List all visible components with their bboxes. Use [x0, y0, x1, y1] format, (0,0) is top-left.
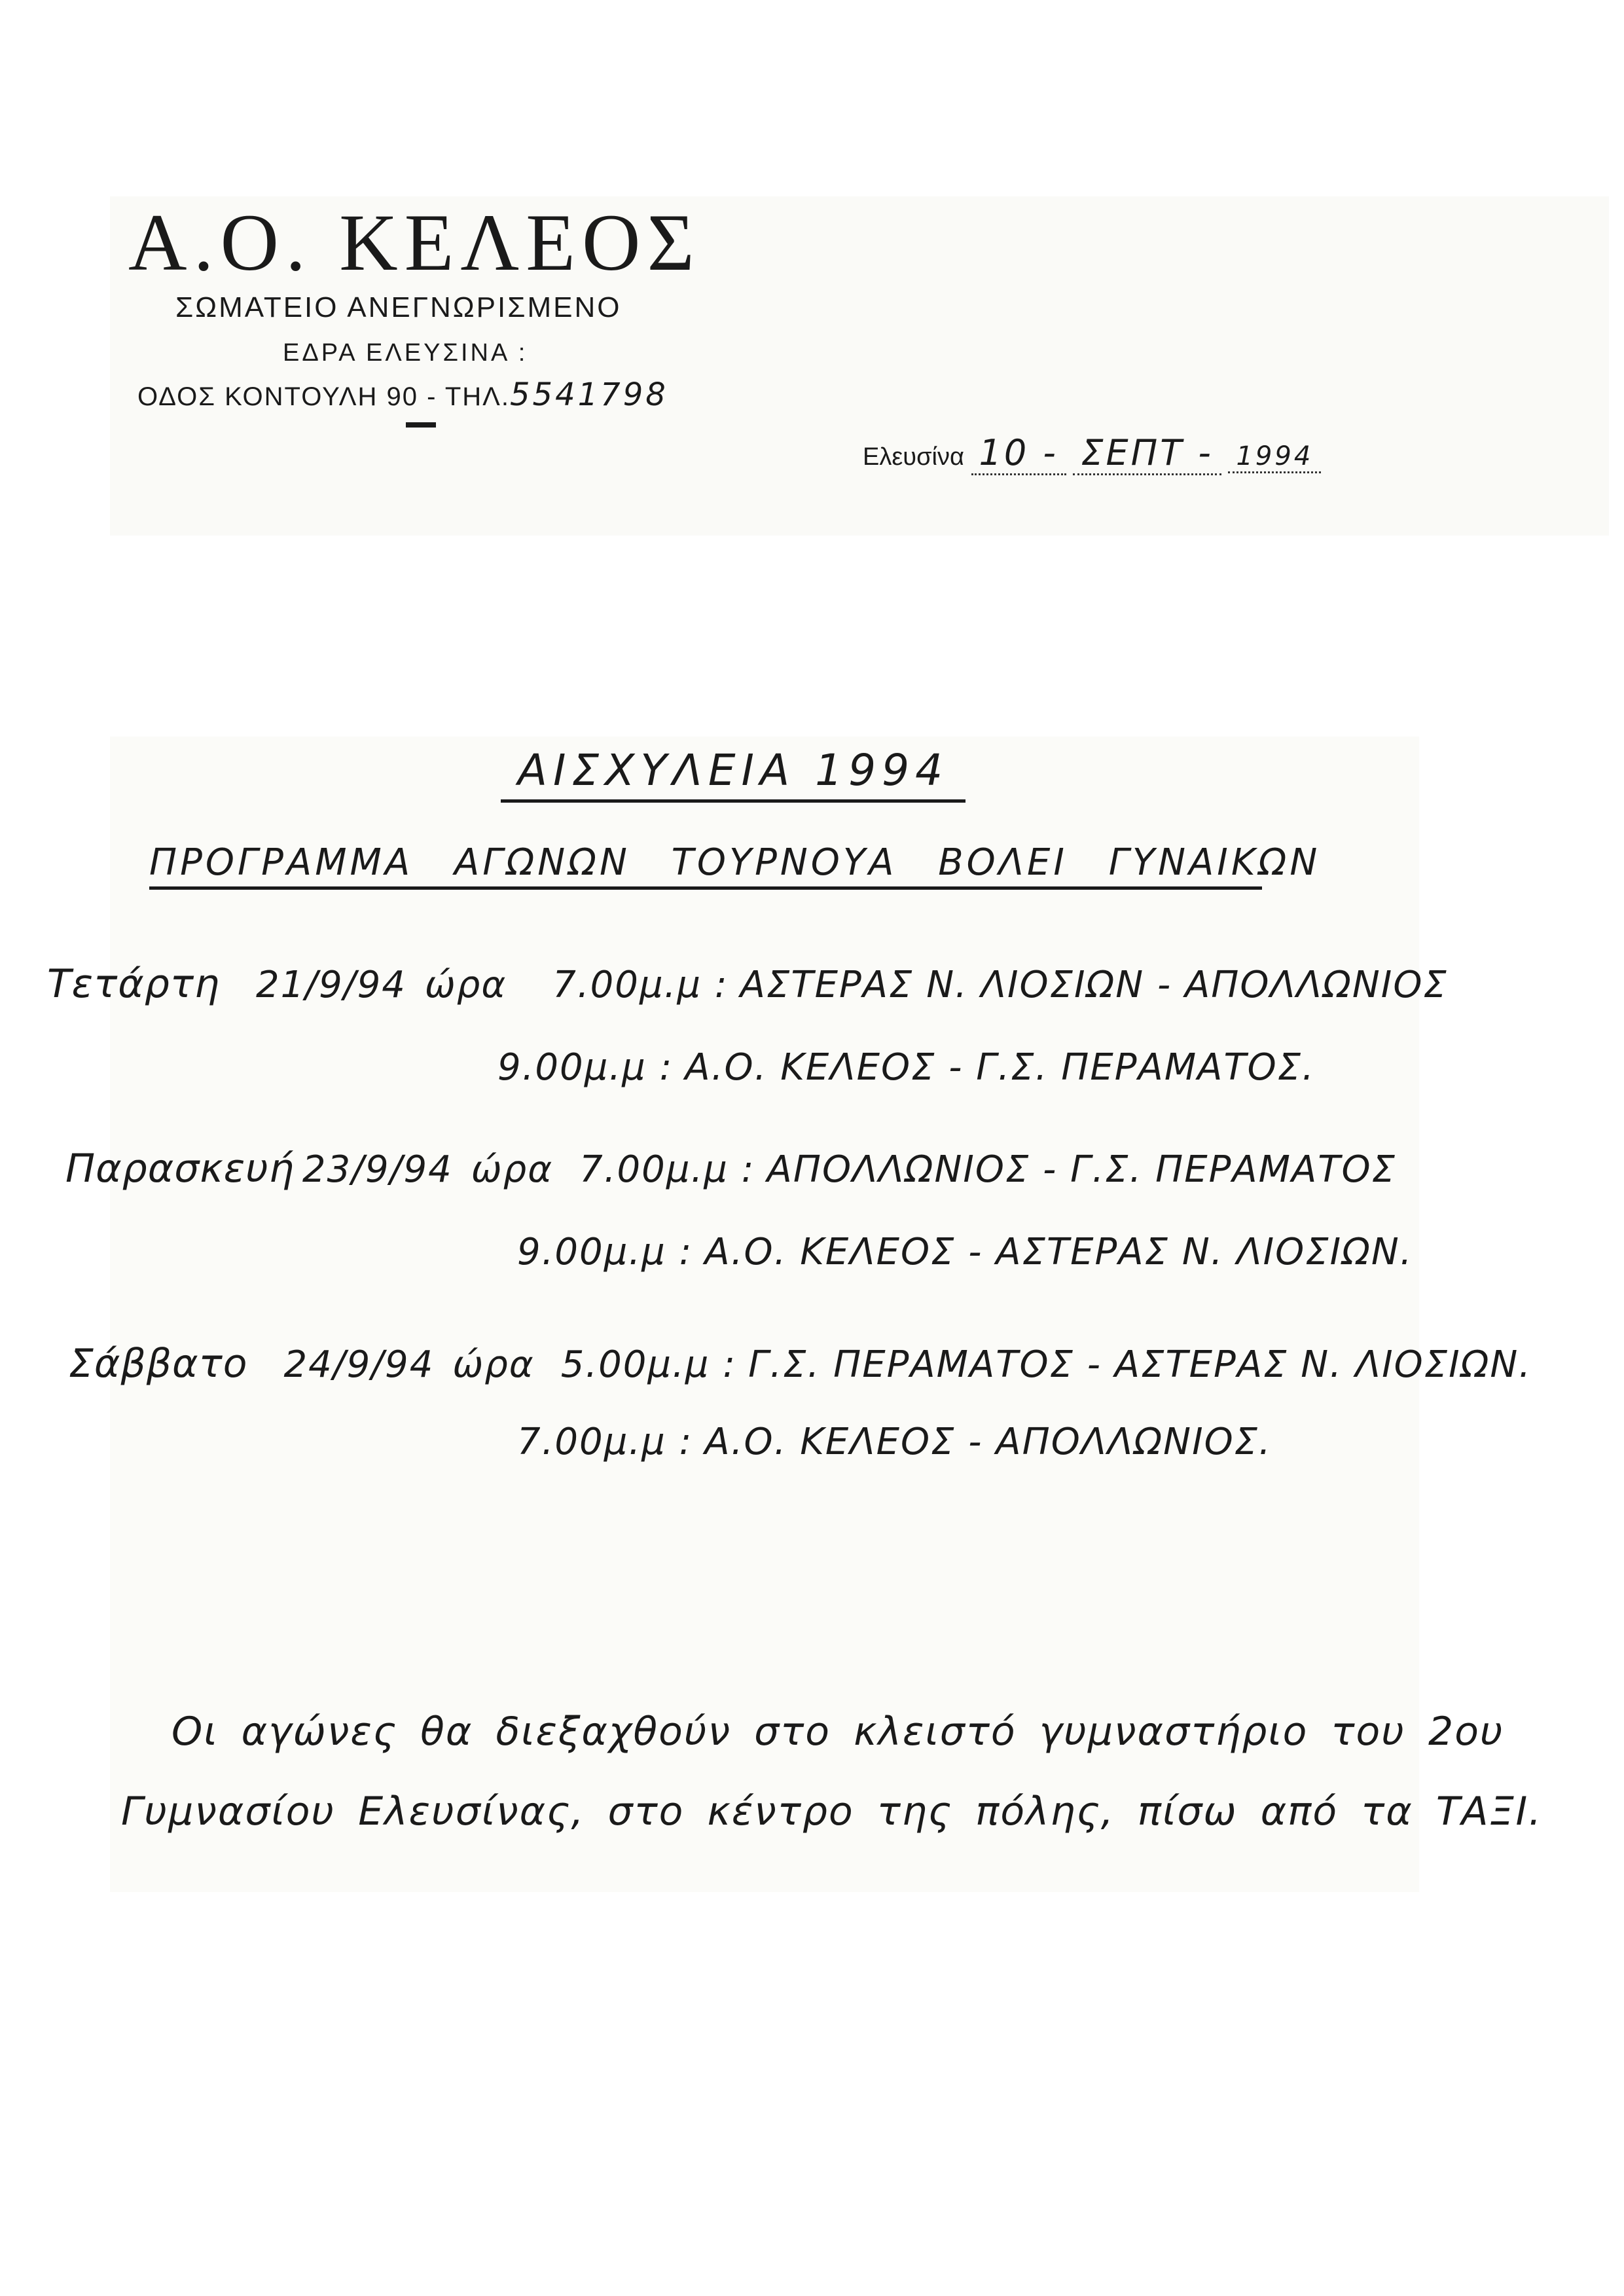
match-teams: Α.Ο. ΚΕΛΕΟΣ - Γ.Σ. ΠΕΡΑΜΑΤΟΣ.: [685, 1046, 1315, 1089]
schedule-match-row: [517, 1231, 1413, 1273]
match-time: 9.00μ.μ :: [497, 1046, 674, 1089]
day-name: Τετάρτη: [47, 961, 220, 1007]
letterhead-dash: [406, 422, 436, 428]
match-time: 7.00μ.μ :: [579, 1148, 755, 1191]
document-title: ΑΙΣΧΥΛΕΙΑ 1994: [501, 745, 965, 803]
hour-label: ώρα: [452, 1343, 535, 1386]
address-text: ΟΔΟΣ ΚΟΝΤΟΥΛΗ 90 - ΤΗΛ.: [137, 382, 510, 411]
hour-label: ώρα: [424, 964, 507, 1006]
match-time: 9.00μ.μ :: [517, 1231, 693, 1273]
footer-line-1: Οι αγώνες θα διεξαχθούν στο κλειστό γυμναστήριο του 2ου: [171, 1709, 1504, 1755]
date-year: 1994: [1228, 441, 1321, 473]
match-teams: Α.Ο. ΚΕΛΕΟΣ - ΑΣΤΕΡΑΣ Ν. ΛΙΟΣΙΩΝ.: [704, 1231, 1413, 1273]
document-subtitle: ΠΡΟΓΡΑΜΜΑ ΑΓΩΝΩΝ ΤΟΥΡΝΟΥΑ ΒΟΛΕΙ ΓΥΝΑΙΚΩΝ: [149, 841, 1262, 890]
schedule-match-row: [517, 1421, 1272, 1463]
date-line: [863, 432, 1321, 473]
club-name: Α.Ο. ΚΕΛΕΟΣ: [128, 198, 701, 287]
schedule-day-row: [69, 1341, 1532, 1387]
date-place: Ελευσίνα: [863, 443, 964, 471]
club-type: ΣΩΜΑΤΕΙΟ ΑΝΕΓΝΩΡΙΣΜΕΝΟ: [175, 291, 622, 323]
day-date: 24/9/94: [283, 1343, 435, 1386]
hour-label: ώρα: [471, 1148, 554, 1191]
match-teams: ΑΣΤΕΡΑΣ Ν. ΛΙΟΣΙΩΝ - ΑΠΟΛΛΩΝΙΟΣ: [740, 964, 1448, 1006]
schedule-match-row: [497, 1046, 1315, 1089]
match-time: 7.00μ.μ :: [517, 1421, 693, 1463]
match-teams: Α.Ο. ΚΕΛΕΟΣ - ΑΠΟΛΛΩΝΙΟΣ.: [704, 1421, 1272, 1463]
day-name: Παρασκευή: [65, 1146, 295, 1192]
schedule-day-row: [47, 961, 1448, 1007]
match-time: 5.00μ.μ :: [560, 1343, 737, 1386]
schedule-day-row: [65, 1146, 1396, 1192]
phone-number: 5541798: [510, 376, 668, 413]
match-teams: ΑΠΟΛΛΩΝΙΟΣ - Γ.Σ. ΠΕΡΑΜΑΤΟΣ: [767, 1148, 1396, 1191]
club-seat: ΕΔΡΑ ΕΛΕΥΣΙΝΑ :: [283, 339, 528, 367]
match-teams: Γ.Σ. ΠΕΡΑΜΑΤΟΣ - ΑΣΤΕΡΑΣ Ν. ΛΙΟΣΙΩΝ.: [748, 1343, 1532, 1386]
day-date: 23/9/94: [302, 1148, 453, 1191]
footer-line-2: Γυμνασίου Ελευσίνας, στο κέντρο της πόλης, πίσω από τα ΤΑΞΙ.: [121, 1789, 1543, 1834]
day-name: Σάββατο: [69, 1341, 248, 1387]
date-month: ΣΕΠΤ -: [1073, 432, 1221, 475]
match-time: 7.00μ.μ :: [552, 964, 729, 1006]
club-address: [137, 376, 668, 413]
date-day: 10 -: [971, 432, 1066, 475]
day-date: 21/9/94: [256, 964, 406, 1006]
